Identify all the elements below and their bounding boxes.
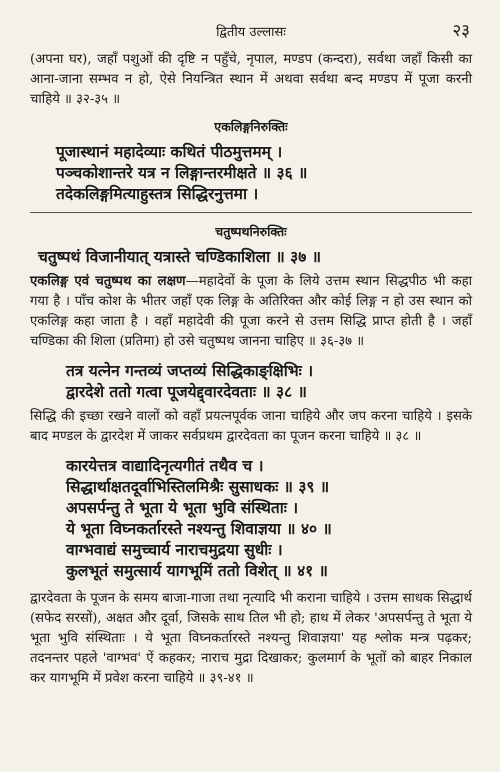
- verse-line: तदेकलिङ्गमित्याहुस्तत्र सिद्धिरनुत्तमा ।: [56, 184, 259, 203]
- paragraph-commentary-3: द्वारदेवता के पूजन के समय बाजा-गाजा तथा नृत्यादि भी कराना चाहिये । उत्तम साधक सिद्धार्थ (सफेद सरसों), अक्षत और दूर्वा, जिसके साथ तिल भी हो; हाथ में लेकर 'अपसर्पन्तु ते भूता ये भूता भुवि संस्थिताः । ये भूता विघ्नकर्तारस्ते नश्यन्तु शिवाज्ञया' यह श्लोक मन्त्र पढ़कर; तदनन्तर पहले 'वाग्भव' ऐं कहकर; नाराच मुद्रा दिखाकर; कुलमार्ग के भूतों को बाहर निकाल कर यागभूमि में प्रवेश करना चाहिये ॥ ३९-४१ ॥: [30, 591, 472, 686]
- section-divider: [30, 212, 472, 213]
- heading-ekalinga: एकलिङ्गनिरुक्तिः: [214, 119, 288, 134]
- verse-line: पञ्चकोशान्तरे यत्र न लिङ्गान्तरमीक्षते ॥ ३६ ॥: [56, 163, 308, 182]
- paragraph-commentary-2: सिद्धि की इच्छा रखने वालों को वहाँ प्रयत्नपूर्वक जाना चाहिये और जप करना चाहिये । इसके बाद मण्डल के द्वारदेश में जाकर सर्वप्रथम द्वारदेवता का पूजन करना चाहिये ॥ ३८ ॥: [30, 409, 472, 444]
- verse-block-2: [38, 246, 472, 267]
- heading-chatushpatha: चतुष्पथनिरुक्तिः: [215, 224, 287, 239]
- commentary-lead: एकलिङ्ग एवं चतुष्पथ का लक्षण: [30, 274, 186, 289]
- running-title: द्वितीय उल्लासः: [216, 25, 286, 40]
- verse-line: द्वारदेशे ततो गत्वा पूजयेद्द्वारदेवताः ॥ ३८ ॥: [66, 382, 307, 401]
- verse-line: पूजास्थानं महादेव्याः कथितं पीठमुत्तमम् ।: [56, 142, 283, 161]
- verse-line: अपसर्पन्तु ते भूता ये भूता भुवि संस्थिताः ।: [66, 498, 299, 517]
- verse-line: कुलभूतं समुत्सार्य यागभूमिं ततो विशेत् ॥ ४१ ॥: [66, 561, 328, 580]
- page-header: [30, 0, 472, 50]
- verse-block-1: [56, 141, 472, 204]
- verse-line: वाग्भवाद्यं समुच्चार्य नाराचमुद्रया सुधीः ।: [66, 540, 283, 559]
- paragraph-commentary-1: [30, 272, 472, 352]
- commentary-body: —महादेवों के पूजा के लिये उत्तम स्थान सिद्धपीठ भी कहा गया है । पाँच कोश के भीतर जहाँ एक लिङ्ग के अतिरिक्त और कोई लिङ्ग न हो उस स्थान को एकलिङ्ग कहा जाता है । वहाँ महादेवी की पूजा करने से उत्तम सिद्धि प्राप्त होती है । जहाँ चण्डिका की शिला (प्रतिमा) हो उसे चतुष्पथ जानना चाहिए ॥ ३६-३७ ॥: [30, 274, 472, 349]
- paragraph-top: (अपना घर), जहाँ पशुओं की दृष्टि न पहुँचे, नृपाल, मण्डप (कन्दरा), सर्वथा जहाँ किसी का आना-जाना सम्भव न हो, ऐसे नियन्त्रित स्थान में अथवा सर्वथा बन्द मण्डप में पूजा करनी चाहिये ॥ ३२-३५ ॥: [30, 52, 472, 107]
- verse-line: कारयेत्तत्र वाद्यादिनृत्यगीतं तथैव च ।: [66, 456, 264, 475]
- verse-line: चतुष्पथं विजानीयात् यत्रास्ते चण्डिकाशिला ॥ ३७ ॥: [38, 247, 321, 266]
- verse-line: ये भूता विघ्नकर्तारस्ते नश्यन्तु शिवाज्ञया ॥ ४० ॥: [66, 519, 332, 538]
- verse-line: सिद्धार्थाक्षतदूर्वाभिस्तिलमिश्रैः सुसाधकः ॥ ३९ ॥: [66, 477, 330, 496]
- verse-block-4: [66, 455, 472, 581]
- page-number: २३: [452, 21, 470, 41]
- verse-block-3: [66, 360, 472, 402]
- verse-line: तत्र यत्नेन गन्तव्यं जप्तव्यं सिद्धिकाङ्क्षिभिः ।: [66, 361, 314, 380]
